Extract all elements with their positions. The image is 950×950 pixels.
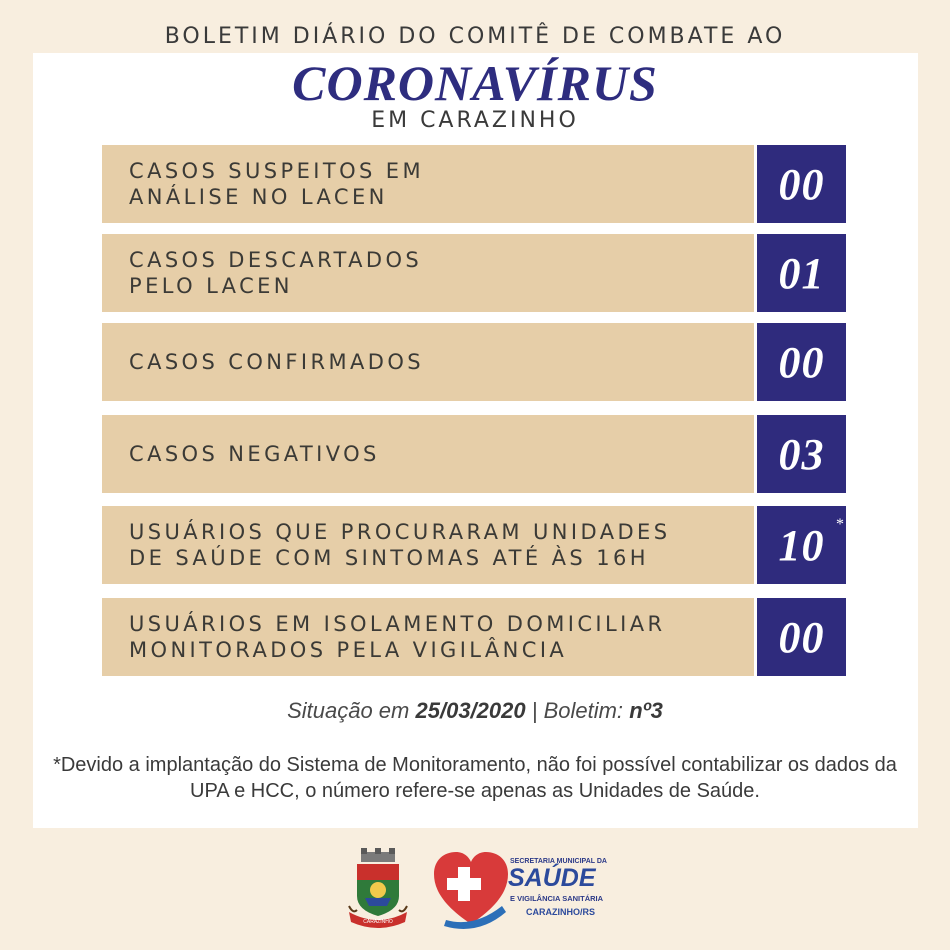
stat-label: CASOS DESCARTADOS PELO LACEN — [129, 248, 423, 298]
bulletin-number: nº3 — [629, 698, 663, 723]
stat-label-box — [102, 415, 754, 493]
stat-row-confirmed — [102, 323, 846, 401]
stat-label-box — [102, 145, 754, 223]
stat-value-box — [757, 234, 846, 312]
heart-cross-icon — [434, 850, 509, 930]
bulletin-label: Boletim: — [543, 698, 624, 723]
stat-value: 00 — [778, 612, 825, 662]
stat-value-box — [757, 145, 846, 223]
stat-label: CASOS SUSPEITOS EM ANÁLISE NO LACEN — [129, 159, 424, 209]
stat-label-box — [102, 598, 754, 676]
stat-value-box — [757, 415, 846, 493]
stat-value: 10 — [778, 520, 825, 570]
stat-row-negative — [102, 415, 846, 493]
crest-ribbon-text: CARAZINHO — [363, 919, 393, 925]
health-logo-line4: CARAZINHO/RS — [526, 907, 595, 917]
stat-row-suspected — [102, 145, 846, 223]
health-logo-line3: E VIGILÂNCIA SANITÁRIA — [510, 894, 604, 903]
footnote-marker: * — [836, 516, 844, 533]
stat-label-box — [102, 323, 754, 401]
stat-value: 01 — [778, 248, 825, 298]
footnote: *Devido a implantação do Sistema de Monitoramento, não foi possível contabilizar os dados da UPA e HCC, o número refere-se apenas as Unidades de Saúde. — [53, 754, 897, 802]
stat-row-symptomatic-users — [102, 506, 846, 584]
crest-shield-icon — [357, 864, 399, 916]
stat-value-box — [757, 506, 846, 584]
municipal-crest-logo — [347, 848, 409, 928]
stat-value: 00 — [778, 337, 825, 387]
situation-prefix: Situação em — [287, 698, 410, 723]
health-logo-line2: SAÚDE — [508, 864, 596, 892]
stat-row-discarded — [102, 234, 846, 312]
health-secretariat-logo — [434, 850, 609, 930]
situation-separator: | — [531, 698, 538, 723]
stat-label-box — [102, 234, 754, 312]
stat-value: 00 — [778, 159, 825, 209]
stat-label: USUÁRIOS QUE PROCURARAM UNIDADES DE SAÚDE COM SINTOMAS ATÉ ÀS 16H — [129, 520, 671, 570]
page-title: CORONAVÍRUS — [292, 55, 658, 111]
stat-label: CASOS CONFIRMADOS — [129, 350, 424, 374]
crest-crown-icon — [361, 848, 395, 862]
header-top-line: BOLETIM DIÁRIO DO COMITÊ DE COMBATE AO — [164, 24, 786, 49]
stat-label: CASOS NEGATIVOS — [129, 442, 380, 466]
stat-value: 03 — [778, 429, 825, 479]
stat-row-home-isolation — [102, 598, 846, 676]
page-subtitle: EM CARAZINHO — [371, 108, 579, 133]
situation-date: 25/03/2020 — [415, 698, 526, 723]
health-logo-line1: SECRETARIA MUNICIPAL DA — [510, 858, 607, 865]
stat-label: USUÁRIOS EM ISOLAMENTO DOMICILIAR MONITORADOS PELA VIGILÂNCIA — [129, 612, 666, 662]
stat-label-box — [102, 506, 754, 584]
stat-value-box — [757, 323, 846, 401]
situation-line — [0, 698, 950, 724]
stat-value-box — [757, 598, 846, 676]
